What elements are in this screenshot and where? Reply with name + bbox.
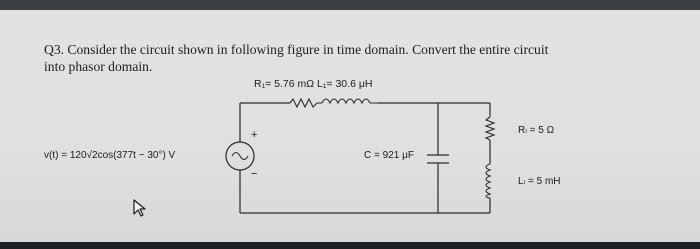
- load-inductor-label: Lₗ = 5 mH: [518, 176, 561, 187]
- resistor-icon: [290, 99, 322, 107]
- series-impedance-label: R₁= 5.76 mΩ L₁= 30.6 μH: [254, 78, 373, 90]
- capacitor-label: C = 921 μF: [364, 150, 414, 161]
- voltage-source-icon: [226, 142, 254, 170]
- question-line-2: into phasor domain.: [44, 59, 153, 74]
- source-label: v(t) = 120√2cos(377t − 30°) V: [44, 150, 176, 161]
- mouse-cursor-icon: [131, 198, 149, 218]
- load-resistor-icon: [486, 117, 494, 140]
- inductor-icon: [322, 99, 378, 103]
- question-line-1: Q3. Consider the circuit shown in following figure in time domain. Convert the entire circuit: [44, 42, 549, 57]
- minus-sign: −: [251, 168, 258, 180]
- load-resistor-label: Rₗ = 5 Ω: [518, 125, 555, 136]
- capacitor-icon: [427, 155, 449, 163]
- monitor-bezel-bottom: [0, 242, 700, 249]
- plus-sign: +: [251, 129, 258, 141]
- load-inductor-icon: [486, 164, 490, 198]
